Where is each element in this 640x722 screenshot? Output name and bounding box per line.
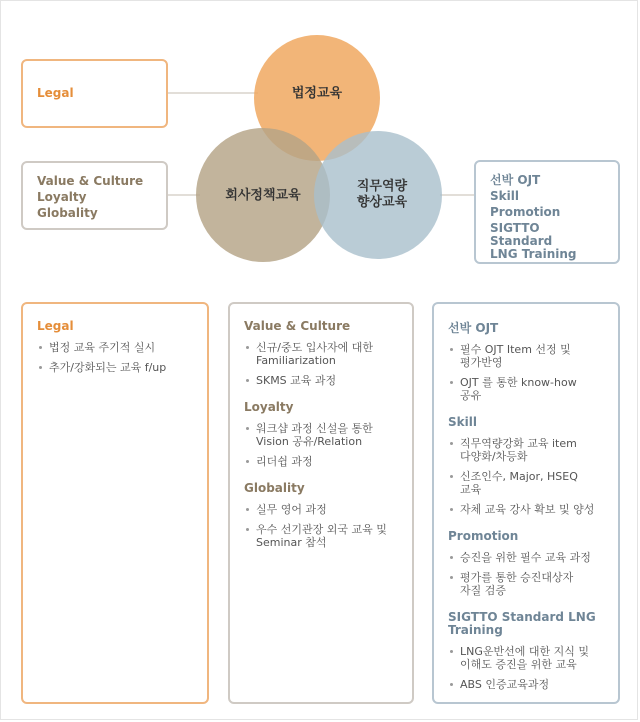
ops-side-lng: LNG Training: [490, 247, 577, 261]
legal-section: [37, 320, 193, 374]
ops-circle-label-line2: 향상교육: [356, 195, 408, 210]
ops-side-ojt: 선박 OJT: [490, 173, 541, 187]
ops-bullet-list: [448, 343, 604, 402]
ops-side-sigtto: SIGTTO Standard: [490, 221, 553, 248]
ops-circle-label: [332, 179, 432, 211]
ops-side-skill: Skill: [490, 189, 519, 203]
policy-side-box: [21, 161, 168, 230]
legal-side-box: [21, 59, 168, 128]
policy-bullet-list: [244, 503, 398, 549]
policy-section-title: Value & Culture: [244, 319, 351, 333]
list-item: LNG운반선에 대한 지식 및 이해도 증진을 위한 교육: [448, 645, 604, 671]
policy-section-title: Loyalty: [244, 400, 294, 414]
ops-bullet-list: [448, 645, 604, 691]
policy-side-loyalty: Loyalty: [37, 190, 87, 204]
list-item: 실무 영어 과정: [244, 503, 398, 516]
ops-side-box: [474, 160, 620, 264]
ops-detail-card: [432, 302, 620, 704]
list-item: 리더쉽 과정: [244, 455, 398, 468]
list-item: 직무역량강화 교육 item 다양화/차등화: [448, 437, 604, 463]
policy-side-globality: Globality: [37, 206, 98, 220]
list-item: 승진을 위한 필수 교육 과정: [448, 551, 604, 564]
list-item: 필수 OJT Item 선정 및 평가반영: [448, 343, 604, 369]
policy-section-title: Globality: [244, 481, 305, 495]
list-item: SKMS 교육 과정: [244, 374, 398, 387]
list-item: 평가를 통한 승진대상자 자질 검증: [448, 571, 604, 597]
policy-bullet-list: [244, 341, 398, 387]
ops-bullet-list: [448, 437, 604, 516]
ops-circle-label-line1: 직무역량: [356, 179, 408, 194]
list-item: OJT 를 통한 know-how 공유: [448, 376, 604, 402]
ops-section-title: Skill: [448, 415, 477, 429]
ops-section-title: SIGTTO Standard LNG Training: [448, 610, 596, 637]
policy-detail-card: [228, 302, 414, 704]
policy-section: [244, 401, 398, 468]
policy-section: [244, 320, 398, 387]
list-item: 신조인수, Major, HSEQ 교육: [448, 470, 604, 496]
ops-side-promotion: Promotion: [490, 205, 561, 219]
ops-section: [448, 530, 604, 597]
ops-bullet-list: [448, 551, 604, 597]
ops-section: [448, 322, 604, 402]
list-item: 우수 선기관장 외국 교육 및 Seminar 참석: [244, 523, 398, 549]
legal-circle-label: 법정교육: [291, 86, 343, 101]
legal-bullet-list: [37, 341, 193, 374]
ops-section-title: 선박 OJT: [448, 321, 499, 335]
ops-section: [448, 416, 604, 516]
legal-side-label: Legal: [37, 86, 74, 100]
legal-section-title: Legal: [37, 319, 74, 333]
policy-section: [244, 482, 398, 549]
list-item: 자체 교육 강사 확보 및 양성: [448, 503, 604, 516]
list-item: 법정 교육 주기적 실시: [37, 341, 193, 354]
policy-bullet-list: [244, 422, 398, 468]
policy-side-value-culture: Value & Culture: [37, 174, 144, 188]
list-item: ABS 인증교육과정: [448, 678, 604, 691]
ops-section: [448, 611, 604, 691]
legal-detail-card: [21, 302, 209, 704]
ops-section-title: Promotion: [448, 529, 519, 543]
list-item: 워크샵 과정 신설을 통한 Vision 공유/Relation: [244, 422, 398, 448]
list-item: 추가/강화되는 교육 f/up: [37, 361, 193, 374]
policy-circle-label: 회사정책교육: [225, 188, 301, 203]
list-item: 신규/중도 입사자에 대한 Familiarization: [244, 341, 398, 367]
